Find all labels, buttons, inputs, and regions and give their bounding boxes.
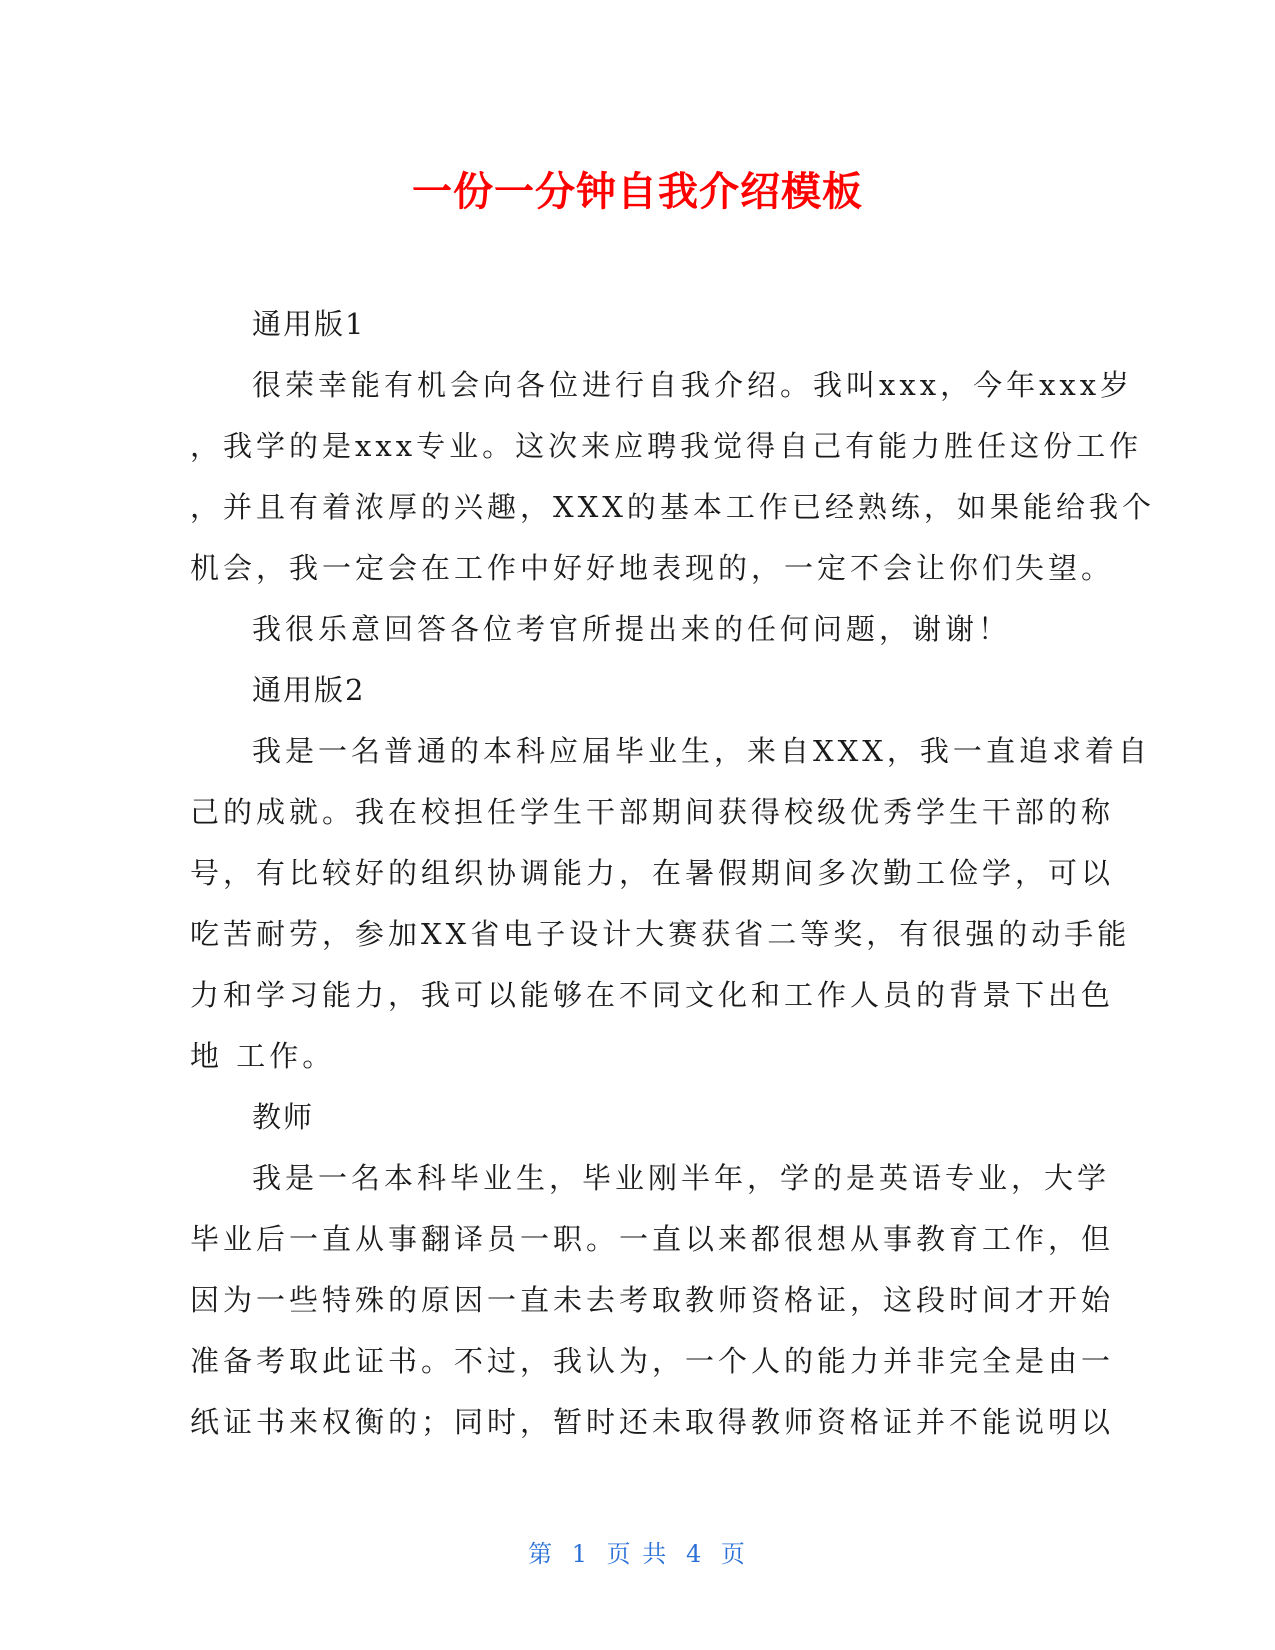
footer-prefix: 第 bbox=[528, 1540, 555, 1568]
paragraph-line: 我很乐意回答各位考官所提出来的任何问题，谢谢！ bbox=[252, 612, 1012, 646]
paragraph-line: 己的成就。我在校担任学生干部期间获得校级优秀学生干部的称 bbox=[190, 795, 1115, 829]
paragraph-line: 很荣幸能有机会向各位进行自我介绍。我叫xxx，今年xxx岁 bbox=[252, 368, 1134, 402]
paragraph-line: ，我学的是xxx专业。这次来应聘我觉得自己有能力胜任这份工作 bbox=[190, 429, 1143, 463]
document-title: 一份一分钟自我介绍模板 bbox=[412, 169, 863, 215]
paragraph-line: 我是一名普通的本科应届毕业生，来自XXX，我一直追求着自 bbox=[252, 734, 1151, 768]
paragraph-line: 吃苦耐劳，参加XX省电子设计大赛获省二等奖，有很强的动手能 bbox=[190, 917, 1131, 951]
current-page-number: 1 bbox=[571, 1540, 590, 1568]
paragraph-line: 毕业后一直从事翻译员一职。一直以来都很想从事教育工作，但 bbox=[190, 1222, 1115, 1256]
total-pages-number: 4 bbox=[685, 1540, 704, 1568]
paragraph-line: ，并且有着浓厚的兴趣，XXX的基本工作已经熟练，如果能给我个 bbox=[190, 490, 1155, 524]
page-footer bbox=[0, 1538, 1275, 1570]
section-heading-general-1: 通用版1 bbox=[252, 307, 366, 341]
section-heading-teacher: 教师 bbox=[252, 1100, 315, 1134]
paragraph-line: 号，有比较好的组织协调能力，在暑假期间多次勤工俭学，可以 bbox=[190, 856, 1115, 890]
paragraph-line: 我是一名本科毕业生，毕业刚半年，学的是英语专业，大学 bbox=[252, 1161, 1111, 1195]
document-body bbox=[190, 294, 1155, 1453]
section-heading-general-2: 通用版2 bbox=[252, 673, 366, 707]
paragraph-line: 机会，我一定会在工作中好好地表现的，一定不会让你们失望。 bbox=[190, 551, 1115, 585]
footer-mid: 页 共 bbox=[606, 1540, 669, 1568]
paragraph-line: 力和学习能力，我可以能够在不同文化和工作人员的背景下出色 bbox=[190, 978, 1115, 1012]
paragraph-line: 因为一些特殊的原因一直未去考取教师资格证，这段时间才开始 bbox=[190, 1283, 1115, 1317]
paragraph-line: 纸证书来权衡的；同时，暂时还未取得教师资格证并不能说明以 bbox=[190, 1405, 1115, 1439]
paragraph-line: 地 工作。 bbox=[190, 1039, 336, 1073]
footer-suffix: 页 bbox=[720, 1540, 747, 1568]
paragraph-line: 准备考取此证书。不过，我认为，一个人的能力并非完全是由一 bbox=[190, 1344, 1115, 1378]
